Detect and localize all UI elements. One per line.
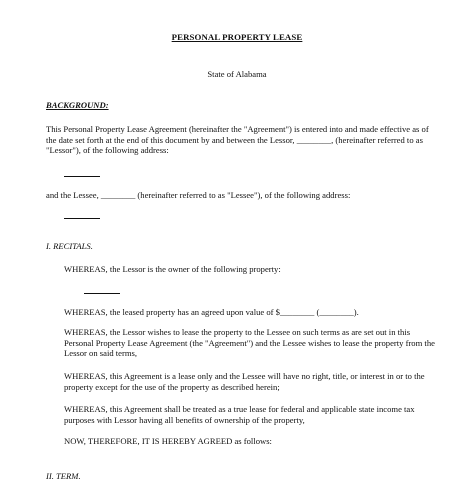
recital-owner: WHEREAS, the Lessor is the owner of the following property: [64,264,281,274]
recital-value: WHEREAS, the leased property has an agreed upon value of $________ (________). [64,307,359,317]
state-line: State of Alabama [207,69,267,79]
lessor-address-blank [64,176,100,177]
property-blank [84,293,120,294]
recital-lease-terms: WHEREAS, the Lessor wishes to lease the property to the Lessee on such terms as are set out in this Personal Property Lease Agreement (the "Agreement") and the Lessee wishes to lease the property from the Lessor on said terms, [64,327,435,359]
lessee-address-blank [64,218,100,219]
intro-paragraph: This Personal Property Lease Agreement (hereinafter the "Agreement") is entered into and made effective as of the date set forth at the end of this document by and between the Lessor, ________, (hereinafter referred to as "Lessor"), of the following address: [46,124,429,156]
document-title: PERSONAL PROPERTY LEASE [171,32,303,42]
recital-lease-only: WHEREAS, this Agreement is a lease only and the Lessee will have no right, title, or interest in or to the property except for the use of the property as described herein; [64,371,425,392]
term-heading: II. TERM. [46,471,81,481]
recitals-heading: I. RECITALS. [46,241,93,251]
agreement-clause: NOW, THEREFORE, IT IS HEREBY AGREED as follows: [64,436,272,446]
recital-true-lease: WHEREAS, this Agreement shall be treated as a true lease for federal and applicable state income tax purposes with Lessor having all benefits of ownership of the property, [64,404,415,425]
background-heading: BACKGROUND: [46,100,109,110]
lessee-paragraph: and the Lessee, ________ (hereinafter referred to as "Lessee"), of the following address: [46,190,351,200]
